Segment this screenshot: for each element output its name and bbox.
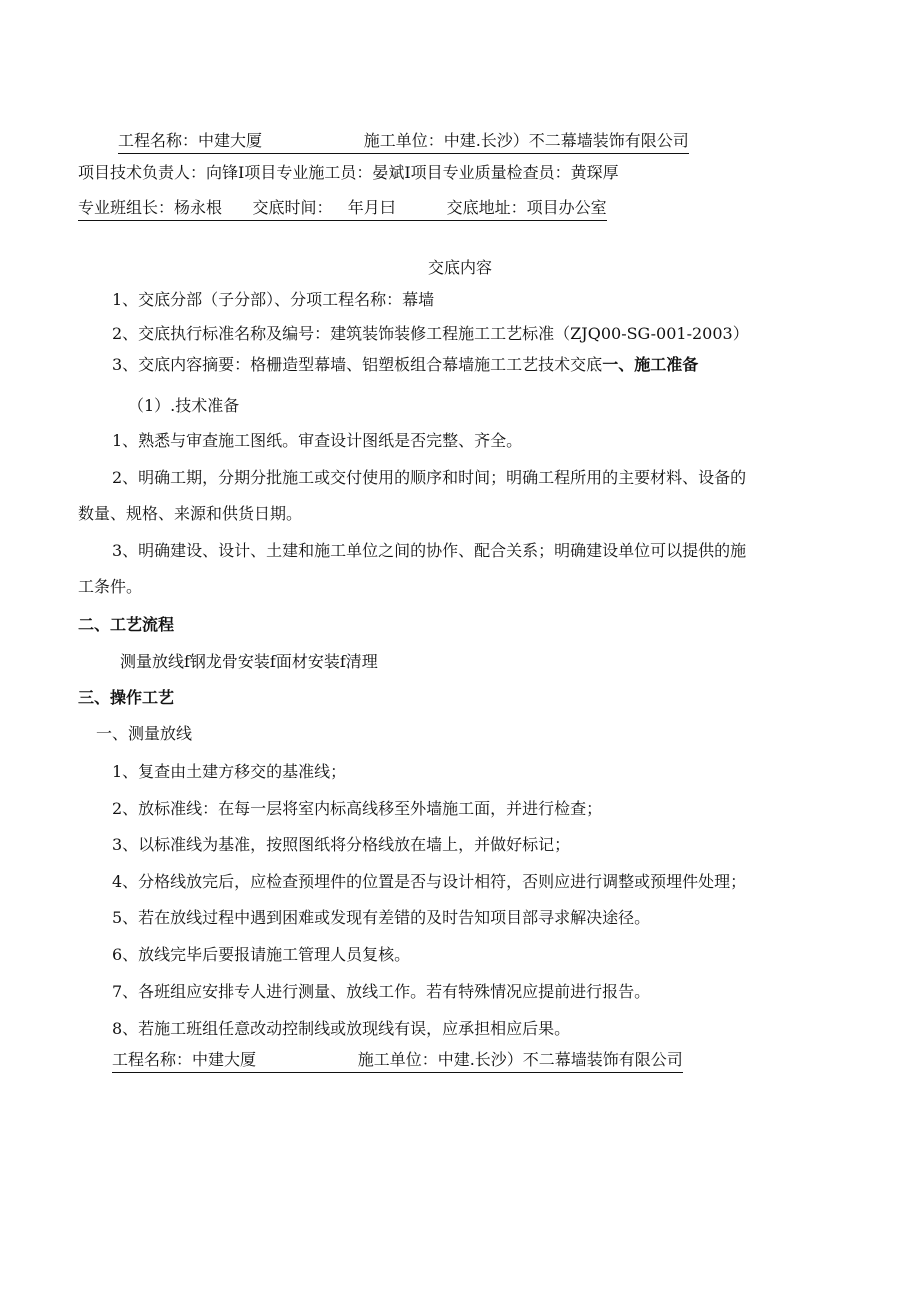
process-heading: 二、工艺流程 [78,615,175,634]
header-team-line: 专业班组长：杨永根 交底时间： 年月曰 交底地址：项目办公室 [78,197,607,221]
tech-prep-item-3-line-1: 3、明确建设、设计、土建和施工单位之间的协作、配合关系；明确建设单位可以提供的施 [112,541,747,560]
survey-item-3: 3、以标准线为基准，按照图纸将分格线放在墙上，并做好标记； [112,835,571,854]
footer-project-line: 工程名称：中建大厦 施工单位：中建.长沙）不二幕墙装饰有限公司 [112,1049,683,1073]
survey-item-2: 2、放标准线：在每一层将室内标高线移至外墙施工面，并进行检查； [112,799,603,818]
tech-prep-item-3-line-2: 工条件。 [78,577,143,596]
tech-prep-item-2-line-2: 数量、规格、来源和供货日期。 [78,504,303,523]
tech-prep-item-1: 1、熟悉与审查施工图纸。审查设计图纸是否完整、齐全。 [112,431,523,450]
intro-item-2: 2、交底执行标准名称及编号：建筑装饰装修工程施工工艺标准（ZJQ00-SG-001-2003） [112,324,749,343]
survey-item-7: 7、各班组应安排专人进行测量、放线工作。若有特殊情况应提前进行报告。 [112,982,651,1001]
header-project-line: 工程名称：中建大厦 施工单位：中建.长沙）不二幕墙装饰有限公司 [118,130,689,154]
operation-heading: 三、操作工艺 [78,688,175,707]
summary-line [112,354,698,376]
intro-item-1: 1、交底分部（子分部）、分项工程名称：幕墙 [112,290,435,309]
prep-heading: 一、施工准备 [602,355,699,374]
survey-item-8: 8、若施工班组任意改动控制线或放现线有误，应承担相应后果。 [112,1019,571,1038]
summary-text: 3、交底内容摘要：格栅造型幕墙、铝塑板组合幕墙施工工艺技术交底 [112,355,603,374]
process-flow: 测量放线f钢龙骨安装f面材安装f清理 [120,652,378,671]
tech-prep-heading: （1）.技术准备 [128,396,240,415]
survey-item-5: 5、若在放线过程中遇到困难或发现有差错的及时告知项目部寻求解决途径。 [112,908,651,927]
survey-item-1: 1、复查由土建方移交的基准线； [112,762,347,781]
survey-item-4: 4、分格线放完后，应检查预埋件的位置是否与设计相符，否则应进行调整或预埋件处理； [112,872,747,891]
survey-heading: 一、测量放线 [96,724,193,743]
survey-item-6: 6、放线完毕后要报请施工管理人员复核。 [112,945,411,964]
header-staff-line: 项目技术负责人：向锋I项目专业施工员：晏斌I项目专业质量检查员：黄琛厚 [78,163,619,182]
content-title: 交底内容 [427,258,492,277]
tech-prep-item-2-line-1: 2、明确工期，分期分批施工或交付使用的顺序和时间；明确工程所用的主要材料、设备的 [112,468,747,487]
